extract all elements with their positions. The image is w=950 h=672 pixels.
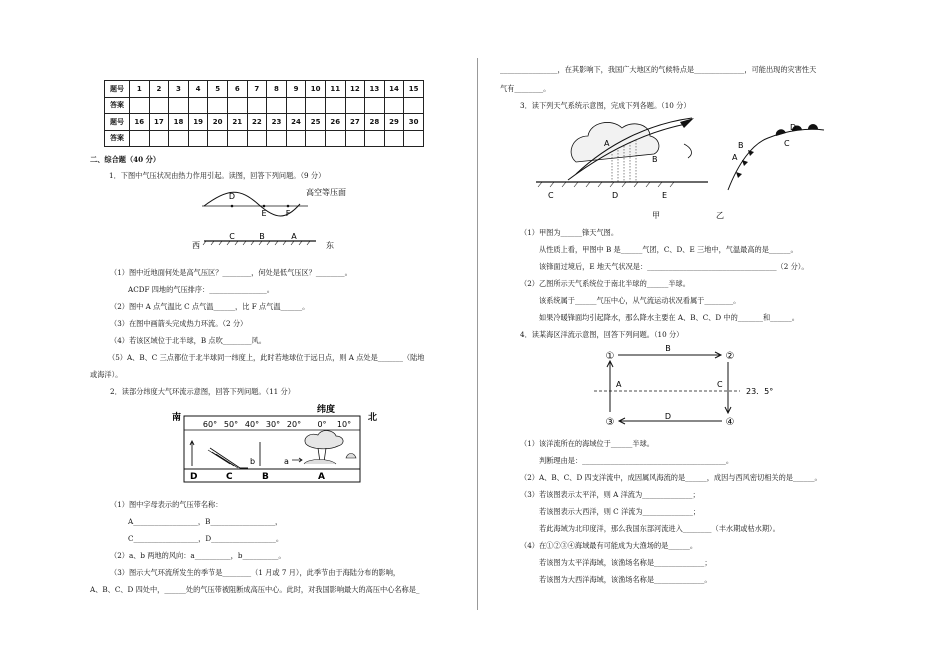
question-4-4a: 若该图为太平洋海域，该渔场名称是______________； [539,558,712,567]
question-number-cell: 16 [130,114,150,131]
question-number-cell: 14 [384,81,404,98]
rising-arrow [190,441,194,466]
cloud-icon [305,431,343,449]
answer-cell [247,130,267,147]
answer-cell [365,130,385,147]
question-4-4: （4）在①②③④海域最有可能成为大渔场的是______。 [520,541,698,550]
column-divider [477,58,478,610]
answer-cell [188,130,208,147]
continuation-line-2: 气有________。 [500,84,551,93]
question-3-2a: 该系统属于______气压中心，从气流运动状况看属于________。 [539,296,741,305]
label-e: E [261,209,267,218]
circle-2: ② [725,351,735,362]
question-number-cell: 30 [404,114,424,131]
small-cloud-icon [346,454,356,459]
question-number-cell: 11 [325,81,345,98]
answer-cell [325,130,345,147]
question-number-cell: 12 [345,81,365,98]
question-1-3: （3）在图中画箭头完成热力环流。（2 分） [110,319,248,328]
question-1-1: （1）图中近地面何处是高气压区？________，何处是低气压区？________。 [110,268,352,277]
question-number-cell: 25 [306,114,326,131]
label-a: A [291,232,297,241]
label-f: F [285,209,291,218]
flow-arrow [684,144,691,158]
answer-cell [365,97,385,114]
bottom-label-d: D [190,472,198,482]
front-hatching [208,450,238,468]
lat-label: 50° [223,420,239,429]
ocean-current-figure [590,340,790,432]
question-number-cell: 24 [286,114,306,131]
answer-cell [286,130,306,147]
question-number-cell: 1 [130,81,150,98]
question-4-1a: 判断理由是：________________________________________。 [539,456,734,465]
question-3: 3．读下列天气系统示意图，完成下列各题。（10 分） [520,101,691,110]
question-number-cell: 5 [208,81,228,98]
bottom-label-b: B [262,472,269,482]
table-row [105,114,424,131]
lat-label: 0° [317,420,327,429]
label-c: C [548,191,554,200]
row-label: 答案 [105,97,130,114]
question-1-4: （4）若该区域位于北半球，B 点吹________风。 [110,336,266,345]
answer-cell [130,97,150,114]
bottom-label-a: A [318,472,325,482]
label-latitude: 23．5° [746,387,774,396]
answer-cell [188,97,208,114]
label-small-a: a [284,457,289,466]
label-jia: 甲 [652,211,660,220]
answer-cell [267,130,287,147]
answer-cell [404,97,424,114]
question-number-cell: 8 [267,81,287,98]
label-yi: 乙 [716,211,724,220]
yi-label-c: C [784,139,790,148]
pressure-belt-figure [170,402,380,484]
label-latitude: 纬度 [317,405,336,415]
thermal-circulation-figure [188,186,358,252]
question-2-1a: A__________________，B__________________， [128,517,283,526]
answer-cell [306,97,326,114]
current-c-arrow [725,362,731,413]
yi-label-d: D [790,123,797,132]
question-number-cell: 23 [267,114,287,131]
question-2-3b: A、B、C、D 四处中，______处的气压带被阻断成高压中心。此时，对我国影响最大的高压中心名称是_ [90,585,420,594]
question-3-2: （2）乙图所示天气系统位于南北半球的______半球。 [520,279,690,288]
label-d: D [612,191,619,200]
question-4: 4．读某海区洋流示意图，回答下列问题。（10 分） [520,330,684,339]
question-4-2: （2）A、B、C、D 四支洋流中，成因属风海流的是______，成因与西风密切相关的是______。 [520,473,822,482]
question-1-5: （5）A、B、C 三点都位于北半球同一纬度上，此时若地球位于远日点，则 A 点处是_______（陆地 [108,353,425,362]
question-number-cell: 28 [365,114,385,131]
lat-label: 10° [336,420,352,429]
weather-system-figure [532,114,872,222]
question-1-2: （2）图中 A 点气温比 C 点气温______，比 F 点气温______。 [110,302,310,311]
answer-cell [227,97,247,114]
label-b: B [665,344,671,353]
answer-cell [267,97,287,114]
continuation-line-1: ________________，在其影响下，我国广大地区的气候特点是______________，可能出现的灾害性天 [500,65,817,74]
answer-cell [149,130,169,147]
question-1-5b: 或海洋）。 [90,370,123,379]
lat-label: 60° [202,420,218,429]
ground-hatching [538,182,674,187]
yi-label-b: B [738,141,744,150]
point-e [263,205,266,208]
question-number-cell: 15 [404,81,424,98]
label-c: C [229,232,235,241]
label-c: C [717,380,723,389]
circle-4: ④ [725,417,735,428]
row-label: 题号 [105,114,130,131]
circle-3: ③ [605,417,615,428]
label-b: B [652,155,658,164]
answer-cell [345,97,365,114]
question-number-cell: 3 [169,81,189,98]
label-north: 北 [368,413,378,423]
answer-cell [404,130,424,147]
label-a: A [604,139,610,148]
answer-cell [208,130,228,147]
row-label: 题号 [105,81,130,98]
question-number-cell: 21 [227,114,247,131]
question-number-cell: 26 [325,114,345,131]
question-2-2: （2）a、b 两地的风向：a__________，b__________。 [110,551,286,560]
warm-front-semicircles [776,124,818,136]
question-number-cell: 29 [384,114,404,131]
table-row [105,130,424,147]
answer-cell [325,97,345,114]
question-number-cell: 4 [188,81,208,98]
row-label: 答案 [105,130,130,147]
current-a-arrow [607,361,613,412]
table-row [105,97,424,114]
cloud-icon [571,122,659,162]
question-4-3b: 若此海域为北印度洋，那么我国东部河流进入________（丰水期或枯水期）。 [539,524,780,533]
answer-cell [169,130,189,147]
lat-label: 20° [286,420,302,429]
answer-cell [345,130,365,147]
answer-cell [169,97,189,114]
question-number-cell: 9 [286,81,306,98]
question-3-2b: 如果冷暖锋面均引起降水，那么降水主要在 A、B、C、D 中的_______和______。 [539,313,799,322]
question-3-1: （1）甲图为______锋天气图。 [520,228,619,237]
question-4-4b: 若该图为大西洋海域，该渔场名称是______________。 [539,575,712,584]
label-west: 西 [192,241,200,250]
label-east: 东 [326,241,334,250]
answer-cell [384,97,404,114]
question-1-1b: ACDF 四地的气压排序：________________。 [128,285,274,294]
question-number-cell: 13 [365,81,385,98]
question-4-3a: 若该图表示大西洋，则 C 洋流为______________； [539,507,701,516]
label-upper-isobar: 高空等压面 [306,188,346,197]
question-number-cell: 10 [306,81,326,98]
wind-arrow-a [292,458,302,462]
descending-flow [210,448,248,468]
question-2-1: （1）图中字母表示的气压带名称： [110,500,223,509]
circle-1: ① [605,351,615,362]
section-heading: 二、综合题（40 分） [90,155,161,164]
ground-hatching [203,241,310,245]
answer-cell [130,130,150,147]
question-number-cell: 7 [247,81,267,98]
question-3-1b: 该锋面过境后，E 地天气状况是：____________________________________（2 分）。 [539,262,809,271]
label-d: D [228,192,236,201]
question-number-cell: 20 [208,114,228,131]
question-1: 1．下图中气压状况由热力作用引起。读图，回答下列问题。（9 分） [109,171,326,180]
answer-cell [286,97,306,114]
question-2-1b: C__________________，D__________________。 [128,534,284,543]
question-number-cell: 18 [169,114,189,131]
bottom-label-c: C [226,472,233,482]
answer-cell [306,130,326,147]
yi-label-a: A [732,153,738,162]
question-number-cell: 2 [149,81,169,98]
answer-cell [149,97,169,114]
question-4-1: （1）该洋流所在的海域位于______半球。 [520,439,654,448]
answer-cell [384,130,404,147]
answer-cell [247,97,267,114]
answer-cell [208,97,228,114]
question-number-cell: 19 [188,114,208,131]
question-number-cell: 27 [345,114,365,131]
question-number-cell: 22 [247,114,267,131]
question-3-1a: 从性质上看，甲图中 B 是______气团，C、D、E 三地中，气温最高的是______。 [539,245,798,254]
point-f [287,205,290,208]
label-b: B [259,232,265,241]
question-2: 2．读部分纬度大气环流示意图，回答下列问题。（11 分） [110,387,295,396]
answer-table [104,80,424,147]
question-2-3: （3）图示大气环流所发生的季节是________（1 月或 7 月），此季节由于海陆分布的影响， [110,568,401,577]
question-number-cell: 17 [149,114,169,131]
question-4-3: （3）若该图表示太平洋，则 A 洋流为______________； [520,490,700,499]
label-a: A [616,380,622,389]
label-d: D [664,412,672,421]
label-small-b: b [250,457,256,466]
point-d [231,205,234,208]
question-number-cell: 6 [227,81,247,98]
frontal-system-line [728,129,824,190]
lat-label: 30° [265,420,281,429]
answer-cell [227,130,247,147]
lat-label: 40° [244,420,260,429]
label-south: 南 [172,413,182,423]
table-row [105,81,424,98]
cold-front-triangles [736,150,754,178]
label-e: E [662,191,668,200]
small-cloud-icon [304,460,336,465]
